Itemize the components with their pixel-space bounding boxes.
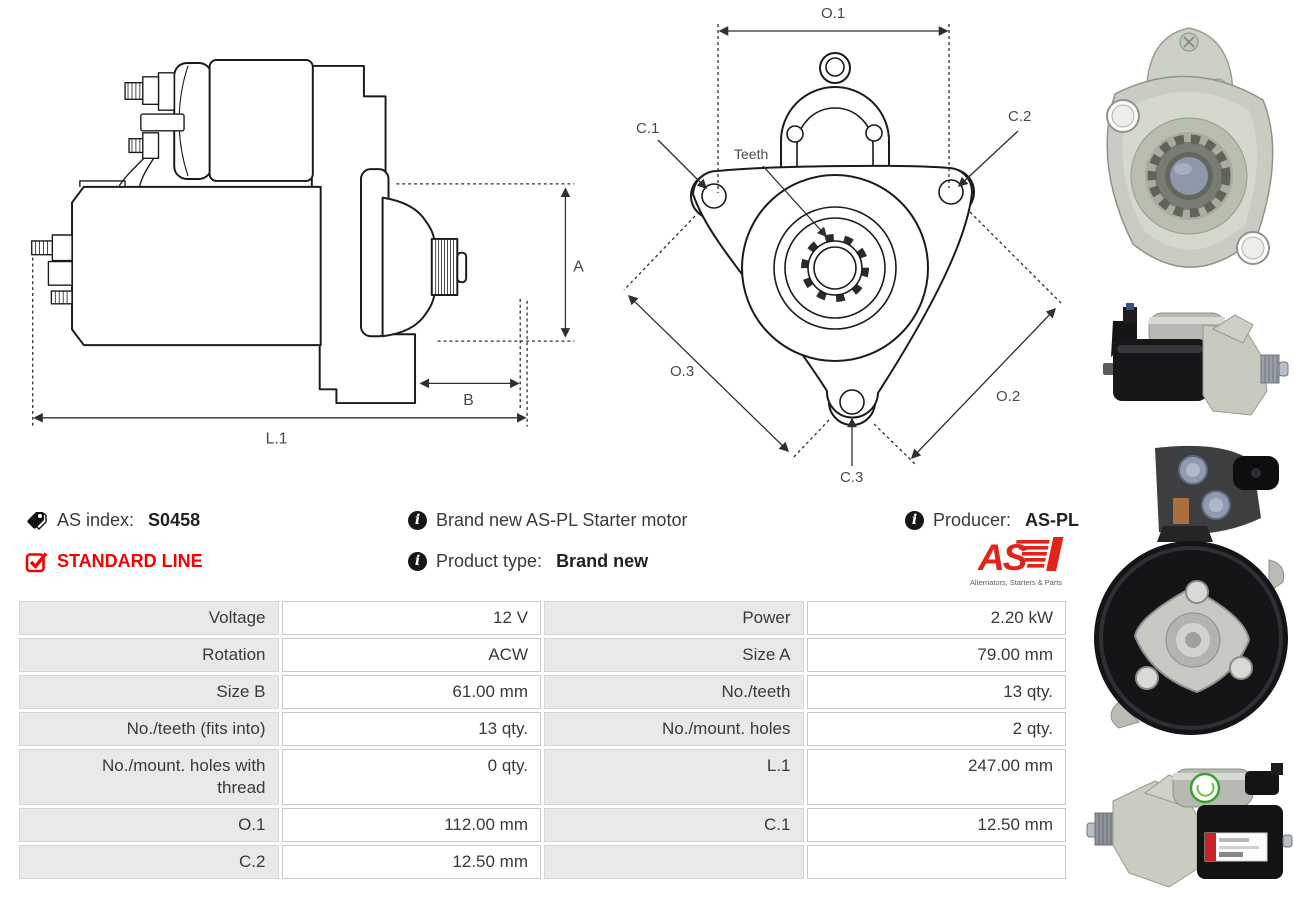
- spec-label: Size B: [19, 675, 279, 709]
- dim-label-c2: C.2: [1008, 108, 1032, 125]
- product-type-label: Product type:: [436, 551, 543, 571]
- standard-line-badge: [25, 549, 203, 573]
- spec-value: ACW: [282, 638, 542, 672]
- product-photo-side-right[interactable]: [1085, 299, 1294, 437]
- product-description: Brand new AS-PL Starter motor: [436, 510, 688, 530]
- as-index-label: AS index:: [57, 510, 135, 530]
- producer-label: Producer:: [933, 510, 1012, 530]
- spec-value: 79.00 mm: [807, 638, 1067, 672]
- spec-value: 61.00 mm: [282, 675, 542, 709]
- checked-checkbox-icon: [25, 550, 48, 573]
- starter-front-outline: [691, 53, 974, 425]
- spec-value: 2 qty.: [807, 712, 1067, 746]
- table-row: [19, 638, 1066, 672]
- producer-value: AS-PL: [1025, 510, 1080, 530]
- side-view-technical-drawing[interactable]: [15, 0, 590, 470]
- info-icon: i: [408, 511, 427, 530]
- spec-label: No./teeth: [544, 675, 804, 709]
- dim-label-b: B: [463, 392, 474, 410]
- as-index-value: S0458: [148, 510, 201, 530]
- spec-label: C.2: [19, 845, 279, 879]
- info-icon: i: [408, 552, 427, 571]
- product-type-value: Brand new: [556, 551, 649, 571]
- spec-label: Rotation: [19, 638, 279, 672]
- spec-label: Voltage: [19, 601, 279, 635]
- spec-value: 247.00 mm: [807, 749, 1067, 805]
- spec-label: [544, 845, 804, 879]
- table-row: [19, 845, 1066, 879]
- dim-label-c3: C.3: [840, 469, 864, 486]
- as-index-row: [25, 508, 200, 532]
- spec-label: No./mount. holes: [544, 712, 804, 746]
- dim-label-o2: O.2: [996, 388, 1021, 405]
- front-view-technical-drawing[interactable]: [598, 0, 1073, 500]
- spec-table: [16, 598, 1069, 882]
- table-row: [19, 808, 1066, 842]
- product-photo-front-view[interactable]: [1085, 4, 1294, 296]
- spec-label: L.1: [544, 749, 804, 805]
- spec-value: 13 qty.: [282, 712, 542, 746]
- tag-icon: [25, 509, 48, 532]
- spec-value: 0 qty.: [282, 749, 542, 805]
- producer-row: [905, 508, 1079, 532]
- product-photo-rear-view[interactable]: [1085, 440, 1294, 749]
- dim-label-o1: O.1: [821, 5, 846, 22]
- dim-label-a: A: [573, 258, 584, 276]
- spec-label: No./mount. holes with thread: [19, 749, 279, 805]
- product-description-row: [408, 508, 687, 532]
- spec-value: 12.50 mm: [807, 808, 1067, 842]
- logo-tagline: Alternators, Starters & Parts: [969, 578, 1063, 587]
- teeth-label: Teeth: [734, 146, 769, 162]
- product-type-row: [408, 549, 648, 573]
- table-row: [19, 601, 1066, 635]
- dim-label-o3: O.3: [670, 363, 695, 380]
- standard-line-label: STANDARD LINE: [57, 551, 203, 571]
- dim-label-c1: C.1: [636, 120, 660, 137]
- as-pl-logo: [962, 534, 1070, 590]
- logo-as-text: AS: [978, 537, 1026, 578]
- spec-label: Size A: [544, 638, 804, 672]
- spec-value: 2.20 kW: [807, 601, 1067, 635]
- spec-value: 12.50 mm: [282, 845, 542, 879]
- spec-label: O.1: [19, 808, 279, 842]
- table-row: [19, 749, 1066, 805]
- dim-label-l1: L.1: [265, 430, 288, 448]
- spec-value: [807, 845, 1067, 879]
- info-icon: i: [905, 511, 924, 530]
- product-photo-side-left[interactable]: [1085, 753, 1294, 896]
- spec-label: C.1: [544, 808, 804, 842]
- spec-value: 112.00 mm: [282, 808, 542, 842]
- spec-value: 12 V: [282, 601, 542, 635]
- spec-label: Power: [544, 601, 804, 635]
- table-row: [19, 712, 1066, 746]
- starter-side-outline: [32, 60, 466, 403]
- spec-value: 13 qty.: [807, 675, 1067, 709]
- table-row: [19, 675, 1066, 709]
- spec-label: No./teeth (fits into): [19, 712, 279, 746]
